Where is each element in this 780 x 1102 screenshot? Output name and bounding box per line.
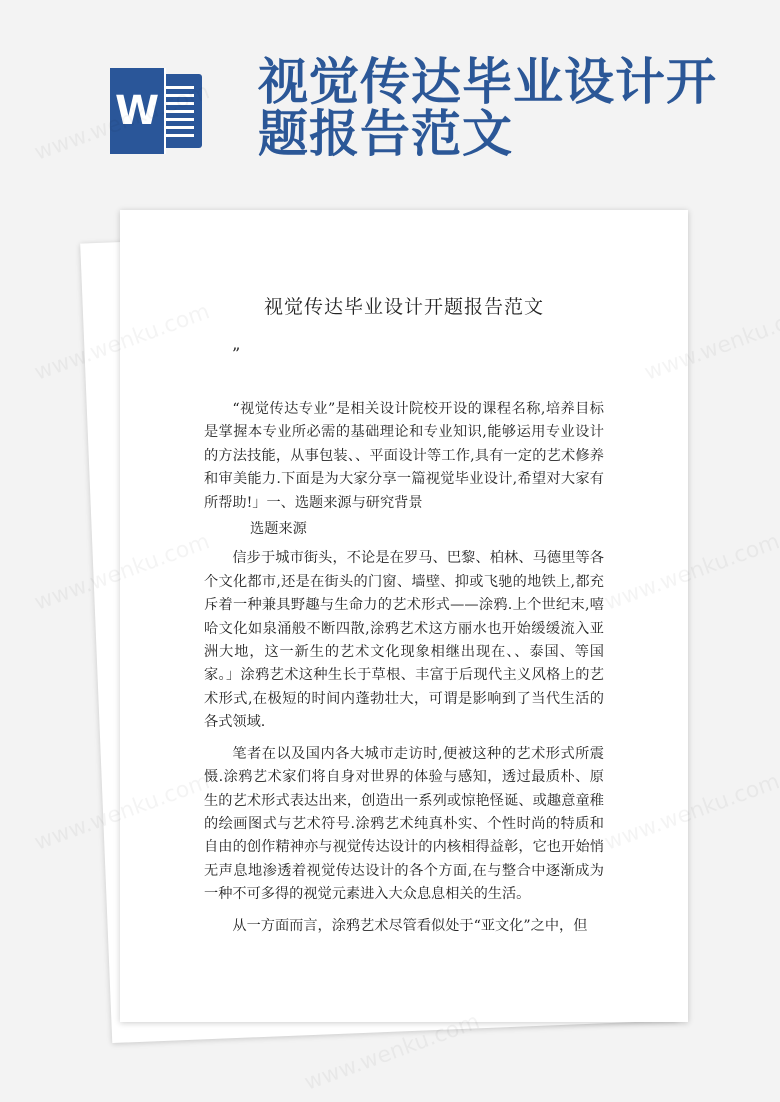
header-title: 视觉传达毕业设计开题报告范文 (258, 53, 717, 163)
paragraph-1: 信步于城市街头，不论是在罗马、巴黎、柏林、马德里等各个文化都市,还是在街头的门窗、墙壁、抑或飞驰的地铁上,都充斥着一种兼具野趣与生命力的艺术形式——涂鸦.上个世纪末,嘻哈文化如泉涌般不断四散,涂鸦艺术这方丽水也开始缓缓流入亚洲大地，这一新生的艺术文化现象相继出现在、、泰国、等国家。」涂鸦艺术这种生长于草根、丰富于后现代主义风格上的艺术形式,在极短的时间内蓬勃壮大，可谓是影响到了当代生活的各式领域. (204, 550, 604, 731)
paragraph-2: 笔者在以及国内各大城市走访时,便被这种的艺术形式所震慑.涂鸦艺术家们将自身对世界的体验与感知，透过最质朴、原生的艺术形式表达出来，创造出一系列或惊艳怪诞、或趣意童稚的绘画图式与艺术符号.涂鸦艺术纯真朴实、个性时尚的特质和自由的创作精神亦与视觉传达设计的内核相得益彰，它也开始悄无声息地渗透着视觉传达设计的各个方面,在与整合中逐渐成为一种不可多得的视觉元素进入大众息息相关的生活。 (204, 745, 604, 903)
quote-mark: ” (232, 344, 241, 363)
document-page (120, 210, 688, 1022)
paragraph-3: 从一方面而言，涂鸦艺术尽管看似处于“亚文化”之中，但 (232, 917, 588, 934)
paragraph-subheading: 选题来源 (250, 521, 307, 538)
word-icon (110, 68, 206, 154)
document-body (204, 398, 604, 938)
word-letter: W (110, 68, 164, 154)
paragraph-intro: “视觉传达专业”是相关设计院校开设的课程名称,培养目标是掌握本专业所必需的基础理论和专业知识,能够运用专业设计的方法技能，从事包装、、平面设计等工作,具有一定的艺术修养和审美能力.下面是为大家分享一篇视觉毕业设计,希望对大家有所帮助!」一、选题来源与研究背景 (204, 401, 604, 511)
header (0, 0, 780, 200)
document-title: 视觉传达毕业设计开题报告范文 (263, 296, 544, 318)
